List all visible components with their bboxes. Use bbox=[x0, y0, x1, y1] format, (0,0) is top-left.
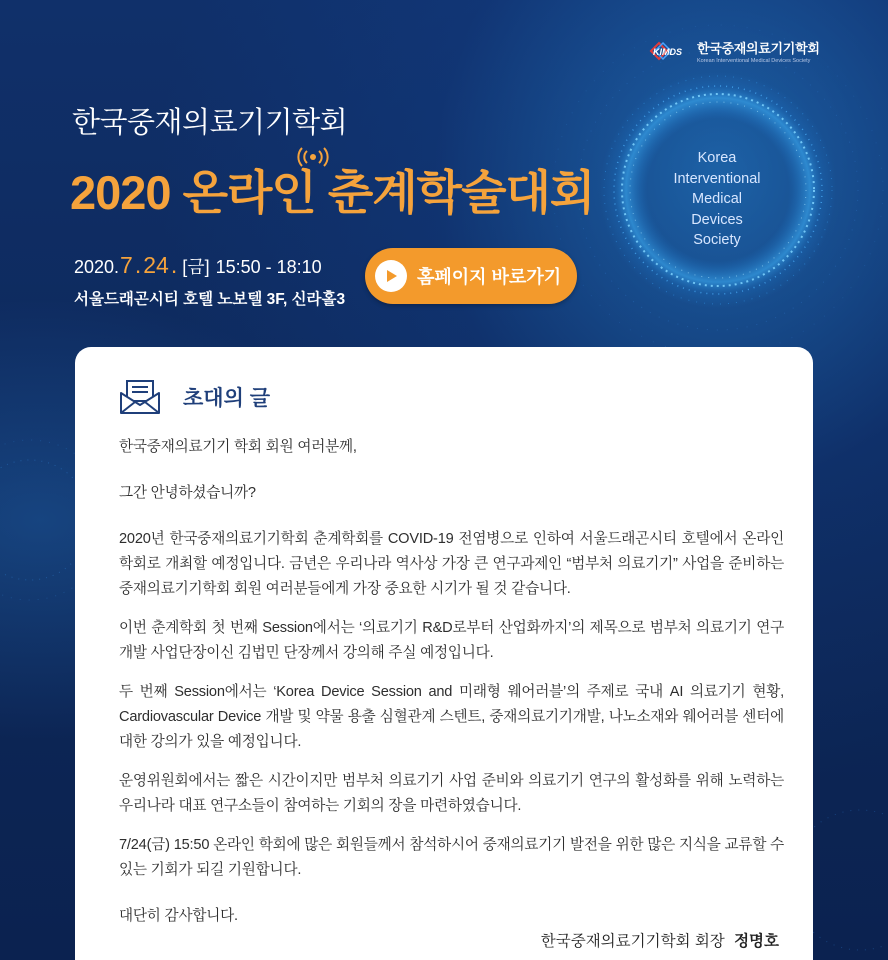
invitation-header bbox=[119, 379, 270, 415]
event-time: 15:50 - 18:10 bbox=[215, 257, 322, 277]
society-line: Interventional bbox=[673, 170, 761, 187]
signature-org: 한국중재의료기기학회 회장 bbox=[540, 933, 725, 950]
event-venue: 서울드래곤시티 호텔 노보텔 3F, 신라홀3 bbox=[74, 291, 346, 308]
date-month: 7 bbox=[120, 252, 133, 278]
greeting-text: 한국중재의료기기 학회 회원 여러분께, bbox=[119, 439, 357, 455]
paragraph: 두 번째 Session에서는 ‘Korea Device Session and 미래형 웨어러블’의 주제로 국내 AI 의료기기 현황, Cardiovascular Device 개발 및 약물 용출 심혈관계 스텐트, 중재의료기기개발, 나노소재와 웨어러블 센터에 대한 강의가 있을 예정입니다. bbox=[119, 684, 784, 750]
signature-name: 정명호 bbox=[734, 933, 779, 950]
kimds-logo bbox=[647, 38, 820, 64]
event-date-time bbox=[74, 252, 322, 279]
event-subtitle: 한국중재의료기기학회 bbox=[72, 107, 348, 139]
society-line: Society bbox=[693, 232, 741, 248]
paragraph: 7/24(금) 15:50 온라인 학회에 많은 회원들께서 참석하시어 중재의료기기 발전을 위한 많은 지식을 교류할 수 있는 기회가 되길 기원합니다. bbox=[119, 837, 784, 878]
society-line: Korea bbox=[697, 150, 737, 166]
event-title: 2020 온라인 춘계학술대회 bbox=[70, 166, 595, 219]
invitation-card bbox=[75, 347, 813, 960]
logo-title: 한국중재의료기기학회 bbox=[697, 41, 820, 56]
date-day: 24 bbox=[143, 252, 169, 278]
date-separator: . bbox=[170, 252, 178, 278]
date-separator: . bbox=[134, 252, 142, 278]
envelope-letter-icon bbox=[119, 379, 161, 415]
date-year: 2020. bbox=[74, 257, 120, 277]
play-icon bbox=[375, 260, 407, 292]
signature bbox=[541, 929, 779, 951]
paragraph: 2020년 한국중재의료기기학회 춘계학회를 COVID-19 전염병으로 인하여 서울드래곤시티 호텔에서 온라인 학회로 개최할 예정입니다. 금년은 우리나라 역사상 가장 큰 연구과제인 “범부처 의료기기” 사업을 준비하는 중재의료기기학회 회원 여러분들에게 가장 중요한 시기가 될 것 같습니다. bbox=[119, 531, 784, 597]
paragraph: 이번 춘계학회 첫 번째 Session에서는 ‘의료기기 R&D로부터 산업화까지’의 제목으로 범부처 의료기기 연구개발 사업단장이신 김법민 단장께서 강의해 주실 예정입니다. bbox=[119, 620, 784, 661]
society-line: Devices bbox=[691, 211, 743, 228]
paragraph: 운영위원회에서는 짧은 시간이지만 범부처 의료기기 사업 준비와 의료기기 연구의 활성화를 위해 노력하는 우리나라 대표 연구소들이 참여하는 기회의 장을 마련하였습니다. bbox=[119, 773, 784, 814]
society-name-ring-text bbox=[662, 148, 772, 251]
invitation-body bbox=[119, 435, 784, 943]
logo-mark-text: KIMDS bbox=[653, 47, 682, 57]
logo-subtitle: Korean Interventional Medical Devices Society bbox=[697, 58, 811, 64]
closing-text: 대단히 감사합니다. bbox=[119, 908, 238, 924]
date-weekday: [금] bbox=[182, 257, 210, 277]
kimds-logo-mark bbox=[647, 40, 691, 62]
homepage-button[interactable] bbox=[365, 248, 577, 304]
hello-text: 그간 안녕하셨습니까? bbox=[119, 485, 256, 501]
homepage-button-label: 홈페이지 바로가기 bbox=[417, 267, 562, 287]
invitation-title: 초대의 글 bbox=[183, 387, 270, 410]
society-line: Medical bbox=[692, 191, 742, 207]
